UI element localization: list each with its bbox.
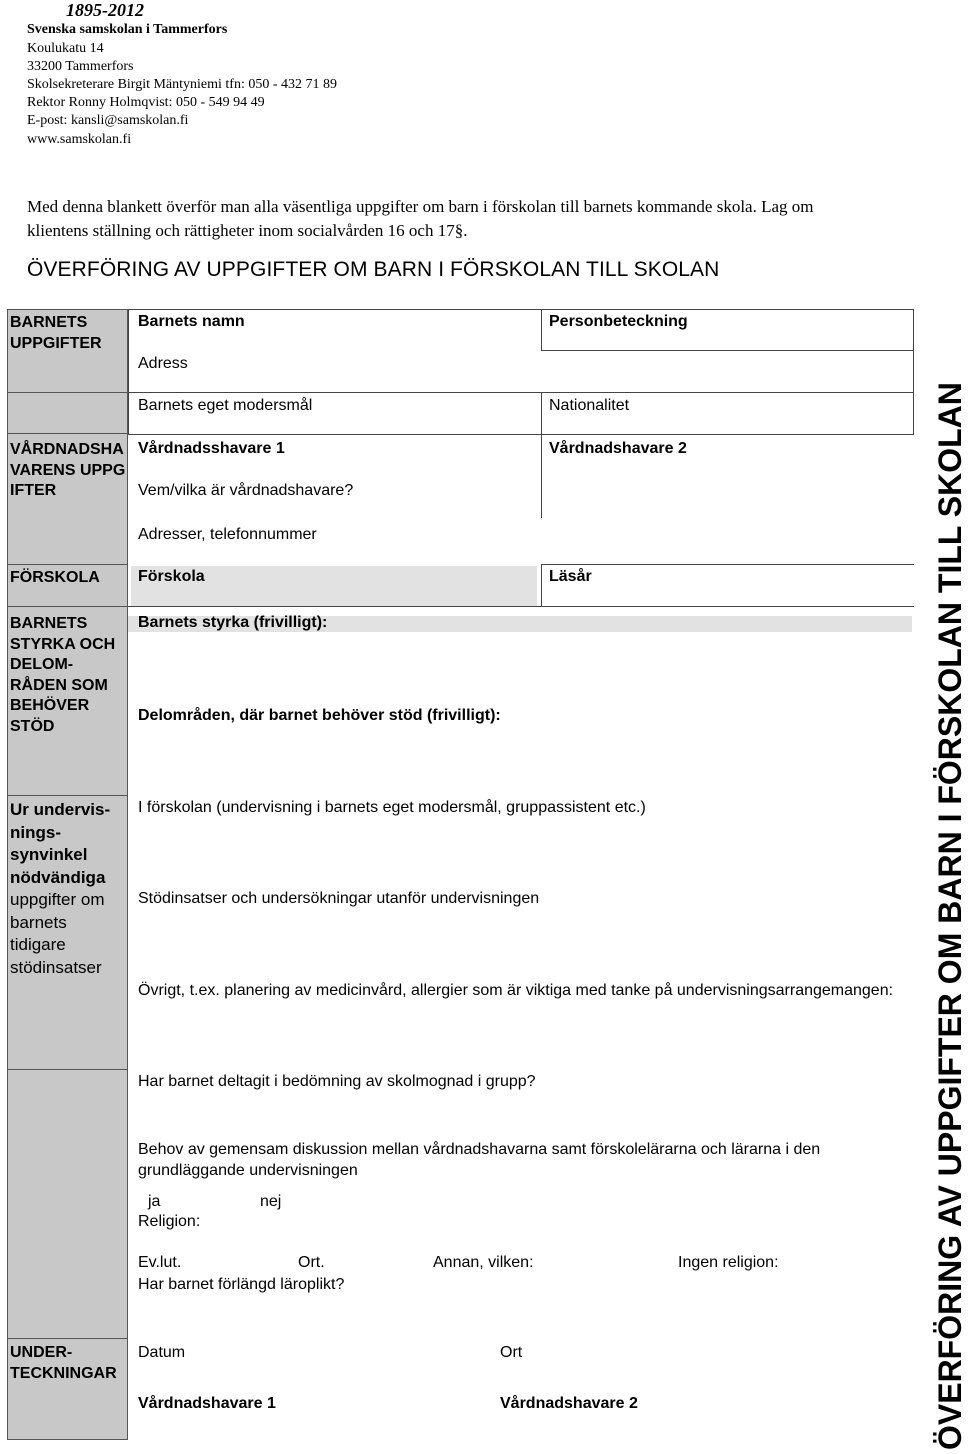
section-ur-line: nings- <box>10 822 61 842</box>
behov-line-1: Behov av gemensam diskussion mellan vårdnadshavarna samt förskolelärarna och lärarna i den <box>138 1141 821 1158</box>
section-styrka-line: BARNETS <box>10 615 88 632</box>
section-vardnadshavarens-uppgifter: VÅRDNADSHA VARENS UPPGIFTER <box>10 441 126 499</box>
section-ur-line: stödinsatser <box>10 957 102 977</box>
section-styrka-line: RÅDEN SOM <box>10 676 108 694</box>
school-web: www.samskolan.fi <box>27 132 132 147</box>
barnets-uppgifter-box <box>128 309 914 393</box>
i-forskolan-label: I förskolan (undervisning i barnets eget modersmål, gruppassistent etc.) <box>138 799 646 816</box>
annan-religion-option[interactable]: Annan, vilken: <box>433 1254 534 1271</box>
field-divider <box>541 434 542 518</box>
barnets-namn-label: Barnets namn <box>138 313 245 330</box>
section-forskola: FÖRSKOLA <box>10 569 100 586</box>
section-ur-line: synvinkel <box>10 845 88 864</box>
field-divider <box>541 564 914 565</box>
school-rector: Rektor Ronny Holmqvist: 050 - 549 94 49 <box>27 95 265 110</box>
datum-label: Datum <box>138 1344 186 1361</box>
school-email: E-post: kansli@samskolan.fi <box>27 113 189 128</box>
section-underteckningar <box>10 1343 117 1384</box>
religion-label: Religion: <box>138 1213 201 1230</box>
school-secretary: Skolsekreterare Birgit Mäntyniemi tfn: 050 - 432 71 89 <box>27 77 338 92</box>
section-divider <box>7 1338 128 1339</box>
intro-text <box>27 195 907 243</box>
lasar-label: Läsår <box>549 568 592 585</box>
intro-line-2: klientens ställning och rättigheter inom socialvården 16 och 17§. <box>27 221 468 240</box>
delomraden-label: Delområden, där barnet behöver stöd (frivilligt): <box>138 707 501 724</box>
field-divider <box>541 309 542 351</box>
nej-option[interactable]: nej <box>260 1193 282 1210</box>
section-divider <box>7 564 128 565</box>
section-styrka-line: BEHÖVER <box>10 697 90 714</box>
section-divider <box>7 795 128 796</box>
personbeteckning-label: Personbeteckning <box>549 313 688 330</box>
ovrigt-label: Övrigt, t.ex. planering av medicinvård, allergier som är viktiga med tanke på undervisningsarrangemangen: <box>138 982 894 999</box>
section-ur-line: nödvändiga <box>10 867 106 887</box>
school-years: 1895-2012 <box>66 0 144 20</box>
intro-line-1: Med denna blankett överför man alla väsentliga uppgifter om barn i förskolan till barnets kommande skola. Lag om <box>27 197 814 216</box>
field-divider <box>541 350 914 351</box>
section-divider <box>7 392 128 393</box>
form-title: ÖVERFÖRING AV UPPGIFTER OM BARN I FÖRSKOLAN TILL SKOLAN <box>27 258 720 281</box>
school-name: Svenska samskolan i Tammerfors <box>27 22 228 37</box>
side-title: ÖVERFÖRING AV UPPGIFTER OM BARN I FÖRSKOLAN TILL SKOLAN <box>932 382 968 1450</box>
adress-label: Adress <box>138 355 188 372</box>
school-postal: 33200 Tammerfors <box>27 59 134 74</box>
section-ur-line: tidigare <box>10 935 66 954</box>
forskola-label: Förskola <box>138 568 205 585</box>
field-divider <box>541 564 542 607</box>
styrka-label: Barnets styrka (frivilligt): <box>138 614 328 631</box>
section-divider <box>7 606 128 607</box>
modersmal-label: Barnets eget modersmål <box>138 397 313 414</box>
skolmognad-label: Har barnet deltagit i bedömning av skolmognad i grupp? <box>138 1073 536 1090</box>
signature-vardnadshavare2: Vårdnadshavare 2 <box>500 1395 638 1412</box>
section-styrka <box>10 614 115 737</box>
section-under-line: UNDER- <box>10 1344 73 1361</box>
stodinsatser-label: Stödinsatser och undersökningar utanför undervisningen <box>138 890 540 907</box>
section-under-line: TECKNINGAR <box>10 1364 117 1382</box>
ja-option[interactable]: ja <box>148 1193 161 1210</box>
section-styrka-line: DELOM- <box>10 656 74 673</box>
nationalitet-label: Nationalitet <box>549 397 630 414</box>
section-styrka-line: STÖD <box>10 717 55 735</box>
section-divider <box>7 433 128 434</box>
section-barnets-uppgifter: BARNETS UPPGIFTER <box>10 314 102 352</box>
laroplikt-label: Har barnet förlängd läroplikt? <box>138 1276 345 1293</box>
section-ur-line: uppgifter om <box>10 890 105 909</box>
evlut-option[interactable]: Ev.lut. <box>138 1254 182 1271</box>
vardnadshavare2-label: Vårdnadshavare 2 <box>549 440 687 457</box>
ort-label: Ort <box>500 1344 523 1361</box>
adresser-label: Adresser, telefonnummer <box>138 526 317 543</box>
ort-religion-option[interactable]: Ort. <box>298 1254 325 1271</box>
field-divider <box>128 606 914 607</box>
vardnadshavare1-label: Vårdnadsshavare 1 <box>138 440 285 457</box>
signature-vardnadshavare1: Vårdnadshavare 1 <box>138 1395 276 1412</box>
field-divider <box>541 392 542 435</box>
section-ur-line: Ur undervis- <box>10 800 111 819</box>
section-styrka-line: STYRKA OCH <box>10 635 116 653</box>
school-street: Koulukatu 14 <box>27 41 104 56</box>
ingen-religion-option[interactable]: Ingen religion: <box>678 1254 779 1271</box>
section-ur-undervisningssynvinkel <box>10 799 110 979</box>
section-ur-line: barnets <box>10 912 67 932</box>
vem-label: Vem/vilka är vårdnadshavare? <box>138 482 354 499</box>
section-divider <box>7 1069 128 1070</box>
behov-line-2: grundläggande undervisningen <box>138 1162 358 1179</box>
